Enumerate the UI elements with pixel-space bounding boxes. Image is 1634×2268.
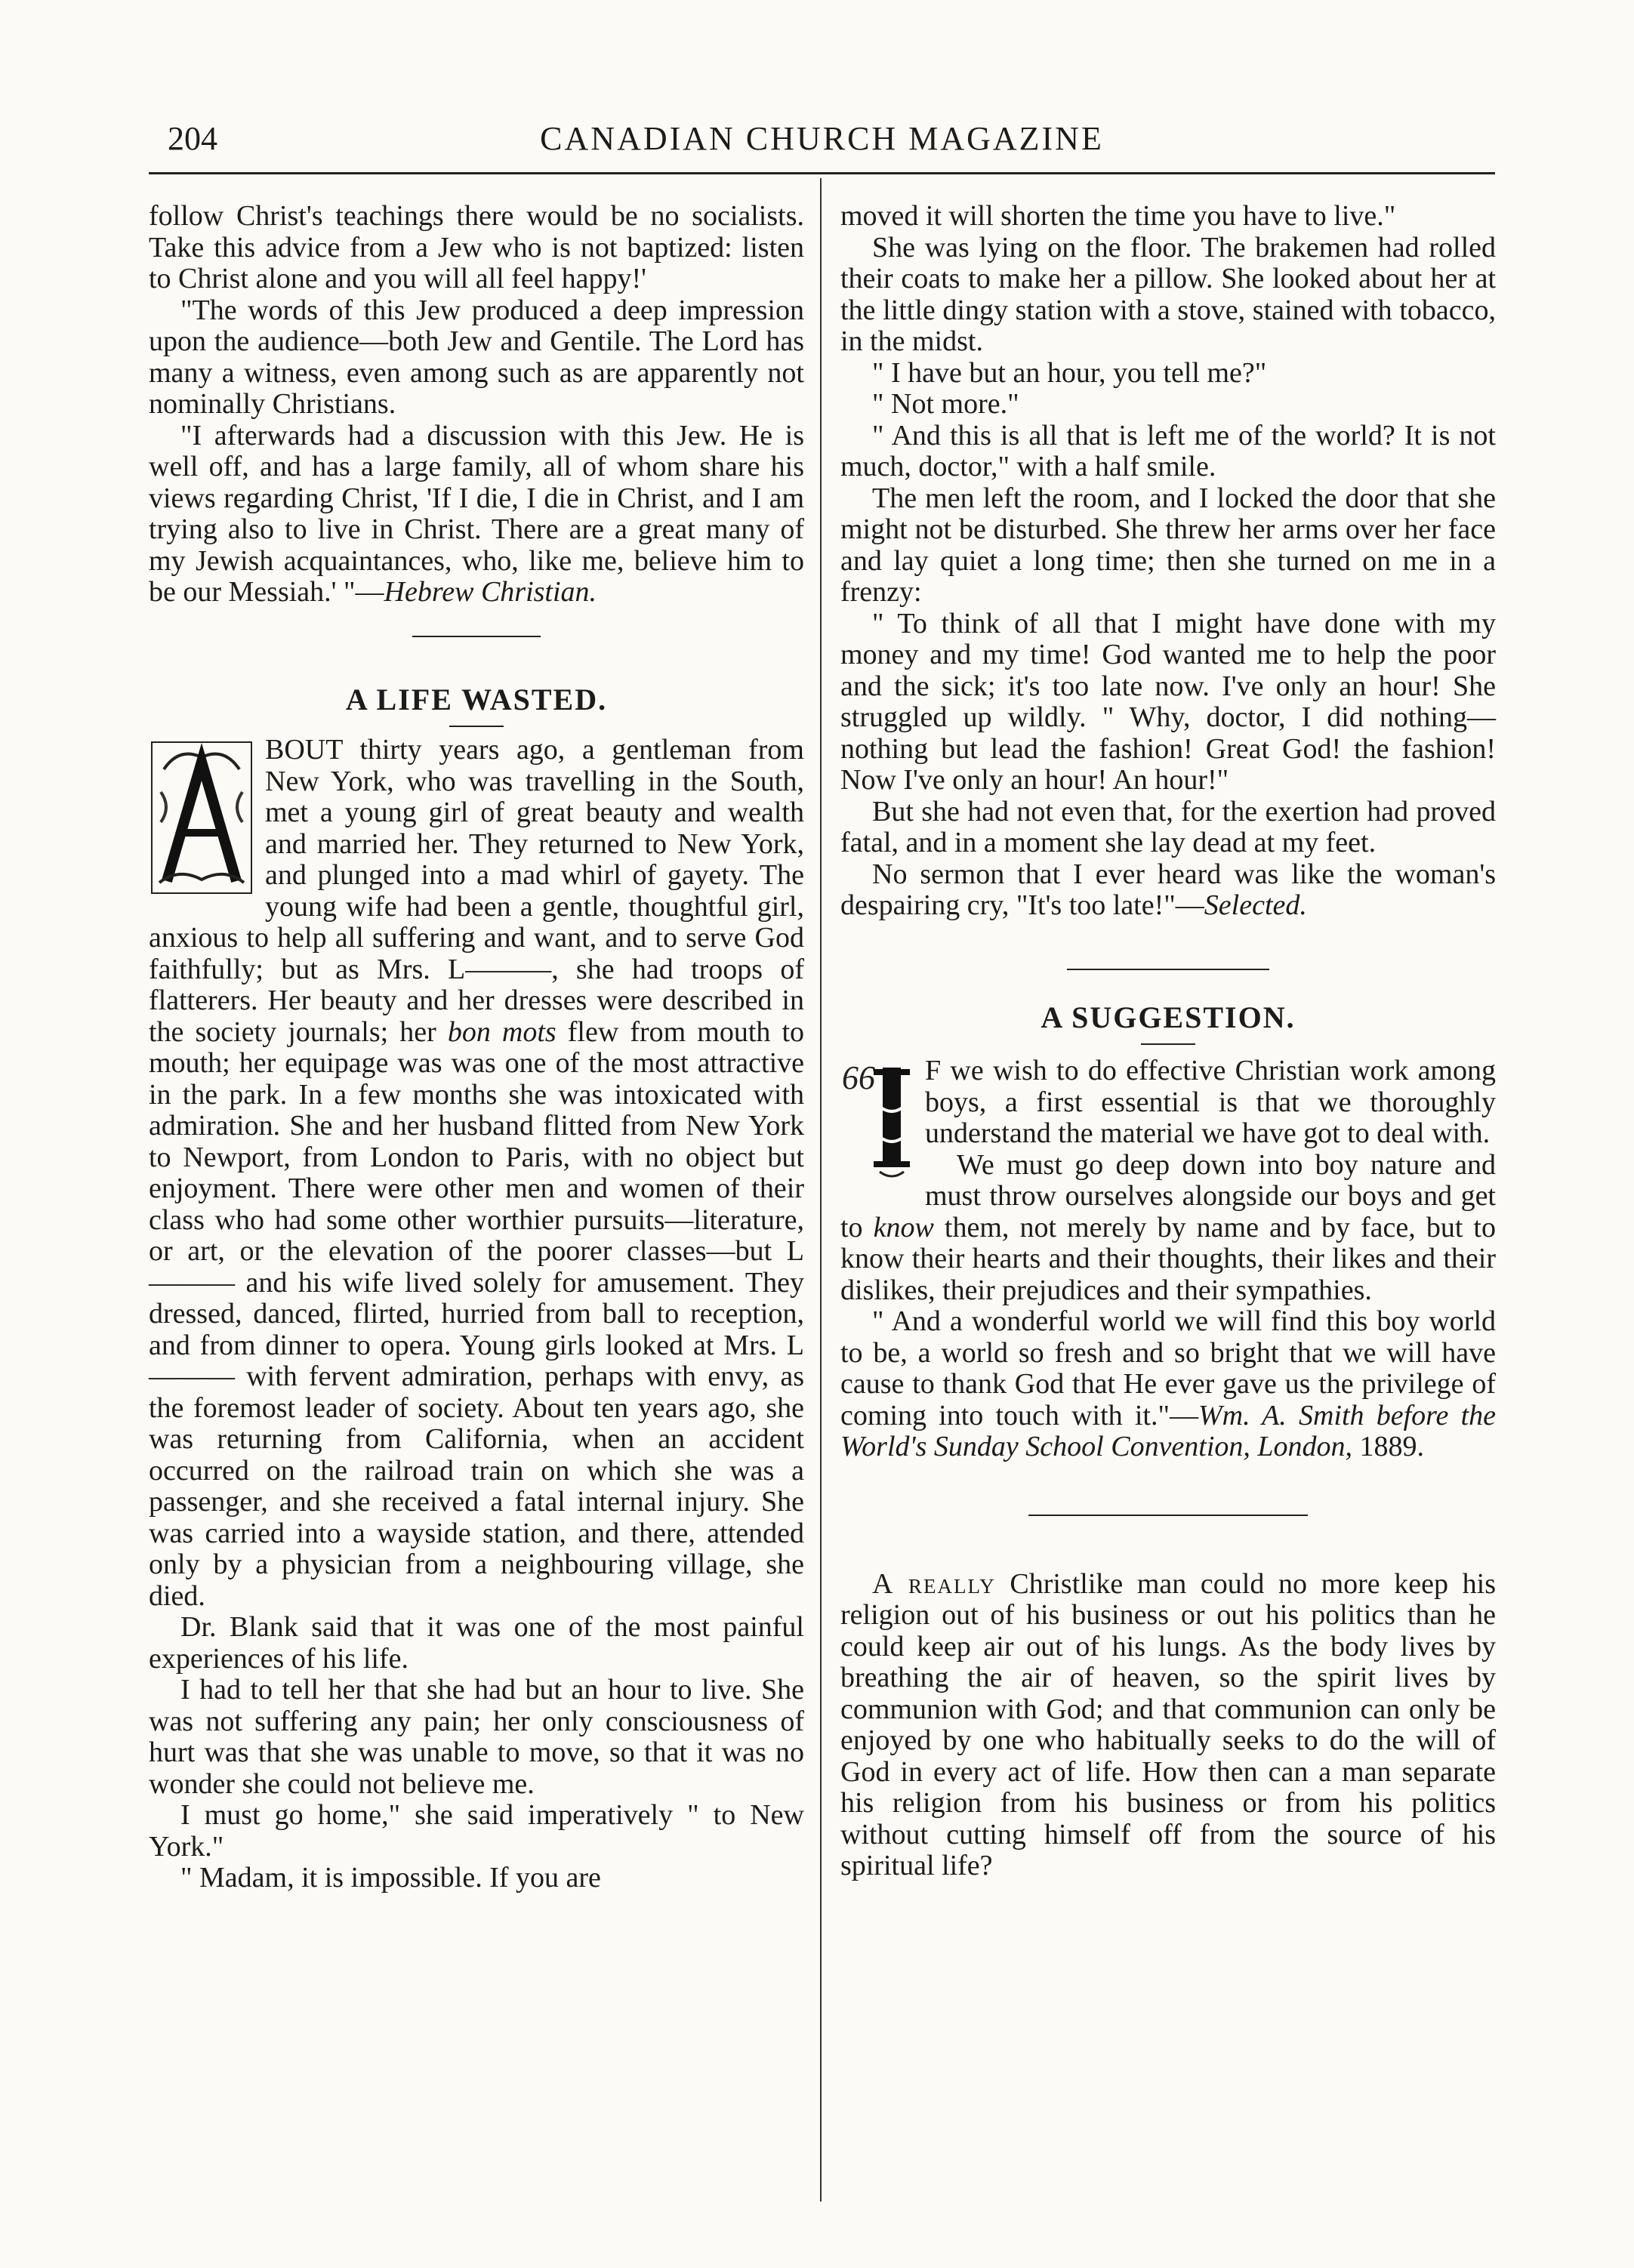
article-paragraph: Dr. Blank said that it was one of the most painful experiences of his life.	[149, 1611, 804, 1675]
article-paragraph: " Madam, it is impossible. If you are	[180, 1862, 601, 1894]
article-paragraph	[840, 859, 1496, 922]
article-source: Wm. A. Smith before the World's Sunday School Convention, London,	[840, 1399, 1496, 1462]
article-paragraph: She was lying on the floor. The brakemen had rolled their coats to make her a pillow. She looked about her at the little dingy station with a stove, stained with tobacco, in the midst.	[840, 231, 1496, 357]
paragraph-text: them, not merely by name and by face, but to know their hearts and their thoughts, their likes and their dislikes, their prejudices and their sympathies.	[840, 1211, 1496, 1306]
title-underline	[449, 726, 504, 727]
intro-paragraph: "The words of this Jew produced a deep impression upon the audience—both Jew and Gentile. The Lord has many a witness, even among such as are apparently not nominally Christians.	[149, 294, 804, 420]
article-paragraph: moved it will shorten the time you have to live."	[840, 200, 1396, 232]
title-underline	[1141, 1043, 1195, 1045]
running-head	[149, 119, 1495, 165]
article-title-life-wasted: A LIFE WASTED.	[345, 682, 608, 716]
italic-phrase: bon mots	[447, 1015, 556, 1048]
right-column	[840, 201, 1496, 1882]
article-source: Selected.	[1204, 889, 1307, 921]
paragraph-text: We must go deep down into boy nature and must throw ourselves alongside our boys and get to	[840, 1148, 1496, 1243]
magazine-title: CANADIAN CHURCH MAGAZINE	[540, 120, 1104, 157]
page-number: 204	[168, 120, 217, 157]
article-title-suggestion: A SUGGESTION.	[1041, 1000, 1296, 1034]
paragraph-text: Christlike man could no more keep his religion out of his business or out his politics than he could keep air out of his lungs. As the body lives by breathing the air of heaven, so the spirit lives by communion with God; and that communion can only be enjoyed by one who habitually seeks to do the will of God in every act of life. How then can a man separate his religion from his business or from his politics without cutting himself off from the source of his spiritual life?	[840, 1567, 1496, 1881]
column-divider	[820, 178, 822, 2202]
lead-in-smallcaps: A really	[872, 1567, 996, 1600]
article-paragraph	[840, 1306, 1496, 1463]
closing-quote-text: No sermon that I ever heard was like the woman's despairing cry, "It's too late!"—	[840, 858, 1496, 921]
left-column	[149, 201, 804, 1894]
header-rule	[149, 172, 1495, 174]
suggestion-first-paragraph	[840, 1055, 1496, 1150]
ornamental-initial-a-icon	[149, 739, 254, 896]
intro-paragraph: follow Christ's teachings there would be no socialists. Take this advice from a Jew who is not baptized: listen to Christ alone and you will all feel happy!'	[149, 200, 804, 294]
svg-text:66: 66	[842, 1059, 875, 1096]
article-paragraph: " And this is all that is left me of the world? It is not much, doctor," with a half smile.	[840, 419, 1496, 482]
intro-paragraph	[149, 421, 804, 609]
quote-text: " And a wonderful world we will find this boy world to be, a world so fresh and so bright that we will have cause to thank God that He ever gave us the privilege of coming into touch with it."—	[840, 1305, 1496, 1431]
article-first-paragraph-end: flew from mouth to mouth; her equipage was was one of the most attractive in the park. In a few months she was intoxicated with admiration. She and her husband flitted from New York to Newport, from London to Paris, with no object but enjoyment. There were other men and women of their class who had some other worthier pursuits—literature, or art, or the elevation of the poorer classes—but L——— and his wife lived solely for amusement. They dressed, danced, flirted, hurried from ball to reception, and from dinner to opera. Young girls looked at Mrs. L——— with fervent admiration, perhaps with envy, as the foremost leader of society. About ten years ago, she was returning from California, when an accident occurred on the railroad train on which she was a passenger, and she received a fatal internal injury. She was carried into a wayside station, and there, attended only by a physician from a neighbouring village, she died.	[149, 1015, 805, 1612]
article-paragraph-christlike	[840, 1569, 1496, 1882]
suggestion-first-paragraph-text: F we wish to do effective Christian work among boys, a first essential is that we thoroughly understand the material we have got to deal with.	[925, 1055, 1496, 1149]
article-paragraph: " I have but an hour, you tell me?"	[872, 356, 1267, 389]
italic-word: know	[873, 1211, 934, 1243]
article-paragraph: I had to tell her that she had but an hour to live. She was not suffering any pain; her only consciousness of hurt was that she was unable to move, so that it was no wonder she could not believe me.	[149, 1674, 804, 1800]
intro-quote-text: "I afterwards had a discussion with this Jew. He is well off, and has a large family, all of whom share his views regarding Christ, 'If I die, I die in Christ, and I am trying also to live in Christ. There are a great many of my Jewish acquaintances, who, like me, believe him to be our Messiah.' "—	[149, 419, 804, 608]
intro-source: Hebrew Christian.	[384, 576, 597, 608]
article-first-paragraph-text: BOUT thirty years ago, a gentleman from New York, who was travelling in the South, met a young girl of great beauty and wealth and married her. They returned to New York, and plunged into a mad whirl of gayety. The young wife had been a gentle, thoughtful girl, anxious to help all suffering and want, and to serve God faithfully; but as Mrs. L———, she had troops of flatterers. Her beauty and her dresses were described in the society journals; her	[149, 734, 804, 1048]
section-separator	[1028, 1515, 1308, 1516]
article-paragraph	[840, 1150, 1496, 1307]
article-paragraph: I must go home," she said imperatively " to New York."	[149, 1799, 804, 1863]
article-paragraph: But she had not even that, for the exertion had proved fatal, and in a moment she lay dead at my feet.	[840, 795, 1496, 858]
article-paragraph: " To think of all that I might have done with my money and my time! God wanted me to help the poor and the sick; it's too late now. I've only an hour! She struggled up wildly. " Why, doctor, I did nothing—nothing but lead the fashion! Great God! the fashion! Now I've only an hour! An hour!"	[840, 607, 1496, 796]
ornamental-initial-i-icon	[840, 1059, 916, 1182]
article-paragraph: The men left the room, and I locked the door that she might not be disturbed. She threw her arms over her face and lay quiet a long time; then she turned on me in a frenzy:	[840, 482, 1496, 608]
section-separator	[1067, 969, 1269, 970]
article-first-paragraph	[149, 735, 804, 1612]
section-separator	[412, 636, 541, 637]
source-year: 1889.	[1352, 1431, 1425, 1462]
article-paragraph: " Not more."	[872, 388, 1019, 420]
